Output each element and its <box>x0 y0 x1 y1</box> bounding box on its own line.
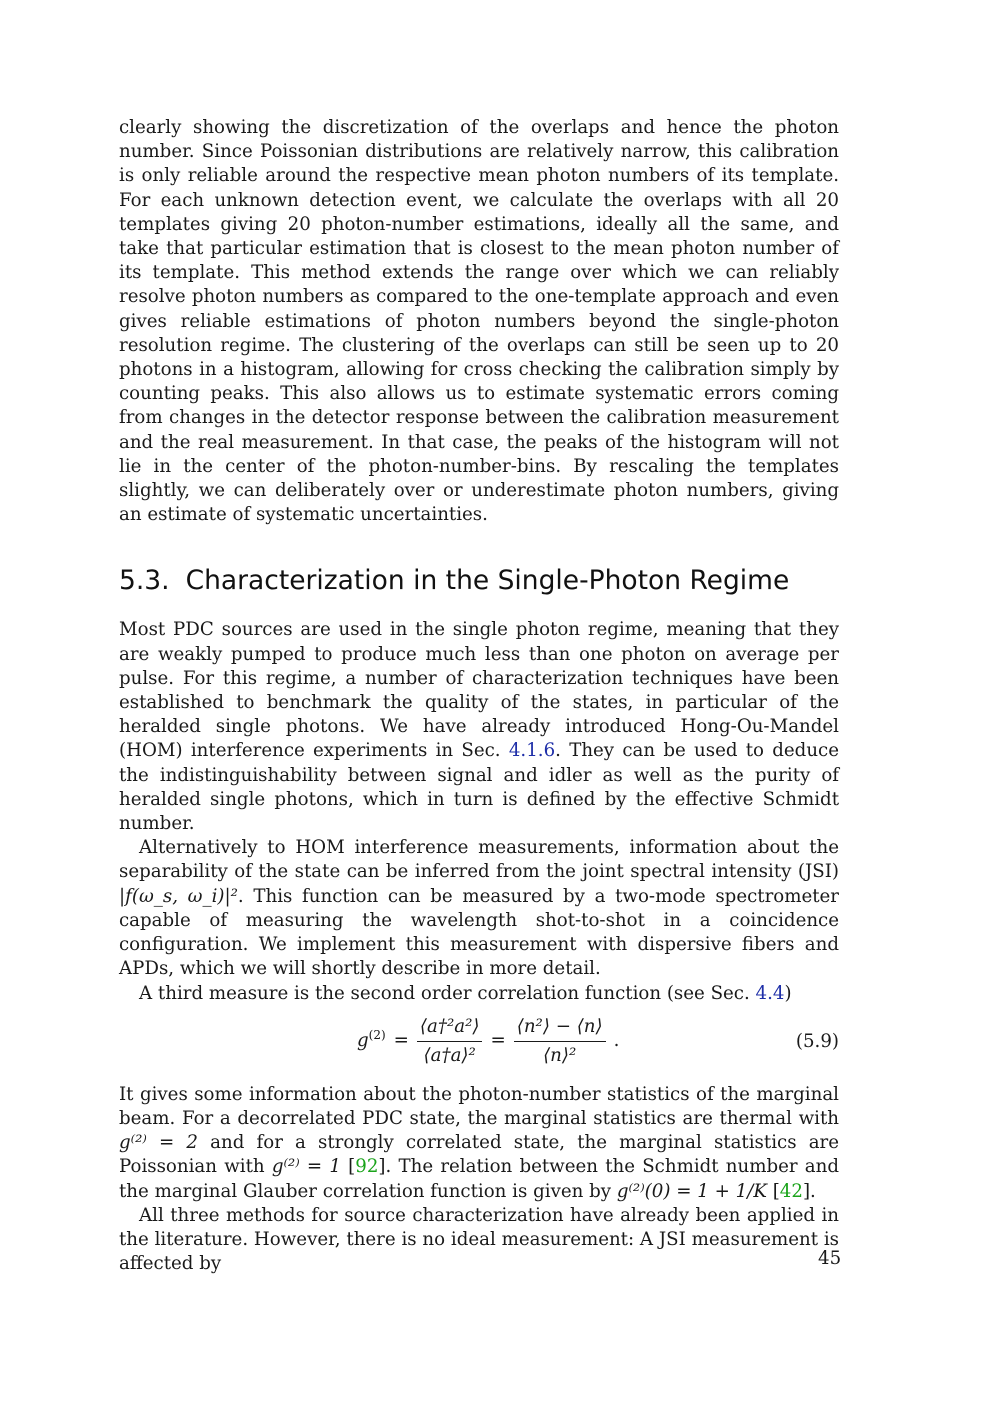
equation-symbol: g <box>357 1030 369 1052</box>
fraction-denominator: ⟨a†a⟩² <box>423 1044 476 1066</box>
paragraph-text: [ <box>766 1180 780 1202</box>
paragraph-text: . This function can be measured by a two-mode spectrometer capable of measuring the wavelength shot-to-shot in a coincidence configuration. We implement this measurement with dispersive fibers and APDs, which we will shortly describe in more detail. <box>119 885 840 980</box>
paragraph-jsi <box>119 836 839 981</box>
fraction-moments <box>514 1016 606 1067</box>
equation-period: . <box>613 1030 620 1052</box>
fraction-operators <box>417 1016 483 1067</box>
inline-math: g⁽²⁾(0) = 1 + 1/K <box>616 1180 767 1202</box>
fraction-numerator: ⟨a†²a²⟩ <box>417 1016 483 1042</box>
paragraph-text: ]. <box>802 1180 816 1202</box>
equation-5-9 <box>119 1010 839 1080</box>
section-number: 5.3. <box>119 565 170 597</box>
equation-number: (5.9) <box>795 1030 839 1052</box>
section-reference-link[interactable]: 4.1.6 <box>508 740 556 762</box>
section-heading <box>119 565 839 597</box>
inline-math-jsi: |f(ω_s, ω_i)|² <box>119 885 238 907</box>
paragraph-third-measure <box>119 982 839 1006</box>
paragraph-text: Alternatively to HOM interference measurements, information about the separability of the state can be inferred from the joint spectral intensity (JSI) <box>119 837 839 883</box>
paragraph-text: . They can be used to deduce the indistinguishability between signal and idler as well as the purity of heralded single photons, which in turn is defined by the effective Schmidt number. <box>119 740 839 835</box>
equals-sign: = <box>490 1030 506 1052</box>
section-title: Characterization in the Single-Photon Regime <box>185 565 790 597</box>
paragraph-text: It gives some information about the photon-number statistics of the marginal beam. For a decorrelated PDC state, the marginal statistics are thermal with <box>119 1083 839 1129</box>
paragraph-photon-statistics <box>119 1083 839 1204</box>
paragraph-text: A third measure is the second order correlation function (see Sec. <box>139 982 756 1004</box>
section-reference-link[interactable]: 4.4 <box>755 982 785 1004</box>
fraction-numerator: ⟨n²⟩ − ⟨n⟩ <box>514 1016 606 1042</box>
page-body <box>119 116 842 1276</box>
paragraph-text: and for a strongly correlated state, the marginal statistics are Poissonian with <box>119 1132 839 1178</box>
paragraph-text: ) <box>784 982 792 1004</box>
inline-math: g⁽²⁾ = 1 <box>271 1156 341 1178</box>
equation-body <box>357 1016 619 1067</box>
equation-superscript: (2) <box>368 1028 386 1043</box>
paragraph-text: [ <box>340 1156 356 1178</box>
fraction-denominator: ⟨n⟩² <box>543 1044 577 1066</box>
equation-lhs <box>357 1029 386 1053</box>
citation-link[interactable]: 92 <box>355 1156 379 1178</box>
paragraph-text: Most PDC sources are used in the single photon regime, meaning that they are weakly pumped to produce much less than one photon on average per pulse. For this regime, a number of characterization techniques have been established to benchmark the quality of the states, in particular of the heralded single photons. We have already introduced Hong-Ou-Mandel (HOM) interference experiments in Sec. <box>119 619 839 762</box>
paragraph-intro: clearly showing the discretization of the overlaps and hence the photon number. Since Poissonian distributions are relatively narrow, this calibration is only reliable around the respective mean photon numbers of its template. For each unknown detection event, we calculate the overlaps with all 20 templates giving 20 photon-number estimations, ideally all the same, and take that particular estimation that is closest to the mean photon number of its template. This method extends the range over which we can reliably resolve photon numbers as compared to the one-template approach and even gives reliable estimations of photon numbers beyond the single-photon resolution regime. The clustering of the overlaps can still be seen up to 20 photons in a histogram, allowing for cross checking the calibration simply by counting peaks. This also allows us to estimate systematic errors coming from changes in the detector response between the calibration measurement and the real measurement. In that case, the peaks of the histogram will not lie in the center of the photon-number-bins. By rescaling the templates slightly, we can deliberately over or underestimate photon numbers, giving an estimate of systematic uncertainties. <box>119 117 839 526</box>
equals-sign: = <box>393 1030 409 1052</box>
inline-math: g⁽²⁾ = 2 <box>119 1132 198 1154</box>
paragraph-text: ]. The relation between the Schmidt number and the marginal Glauber correlation function is given by <box>119 1156 839 1202</box>
citation-link[interactable]: 42 <box>779 1180 803 1202</box>
paragraph-pdc-sources <box>119 618 839 836</box>
page-number: 45 <box>818 1248 842 1269</box>
paragraph-three-methods: All three methods for source characterization have already been applied in the literature. However, there is no ideal measurement: A JSI measurement is affected by <box>119 1204 839 1275</box>
